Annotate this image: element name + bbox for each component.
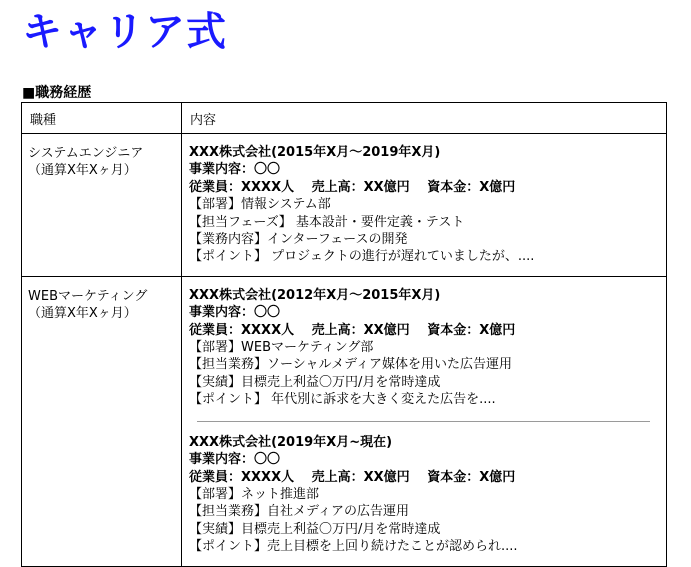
section-heading: ■職務経歴	[22, 85, 92, 101]
header-job-type: 職種	[22, 103, 182, 134]
job-content-cell	[182, 134, 667, 277]
job-type-name: システムエンジニア	[28, 146, 144, 161]
duties-line: 【担当業務】ソーシャルメディア媒体を用いた広告運用	[189, 357, 513, 373]
point-line: 【ポイント】 年代別に訴求を大きく変えた広告を....	[189, 392, 496, 408]
company-line: XXX株式会社(2019年X月~現在)	[189, 434, 393, 450]
company-stats-line: 従業員：XXXX人 売上高：XX億円 資本金：X億円	[189, 469, 516, 485]
phase-line: 【担当フェーズ】 基本設計・要件定義・テスト	[189, 214, 465, 230]
header-content: 内容	[182, 103, 667, 134]
job-content-cell	[182, 276, 667, 566]
job-entry	[189, 144, 658, 276]
company-stats-line: 従業員：XXXX人 売上高：XX億円 資本金：X億円	[189, 179, 516, 195]
duties-line: 【業務内容】インターフェースの開発	[189, 232, 408, 248]
achievement-line: 【実績】目標売上利益〇万円/月を常時達成	[189, 374, 441, 390]
job-entry	[189, 434, 658, 566]
job-type-cell	[22, 134, 182, 277]
achievement-line: 【実績】目標売上利益〇万円/月を常時達成	[189, 521, 441, 537]
department-line: 【部署】ネット推進部	[189, 486, 320, 502]
duties-line: 【担当業務】自社メディアの広告運用	[189, 504, 409, 520]
job-entry	[189, 287, 658, 419]
department-line: 【部署】WEBマーケティング部	[189, 340, 374, 356]
table-row	[22, 276, 667, 566]
company-line: XXX株式会社(2015年X月〜2019年X月)	[189, 145, 441, 160]
business-line: 事業内容：〇〇	[189, 452, 281, 468]
job-type-name: WEBマーケティング	[28, 288, 148, 304]
company-line: XXX株式会社(2012年X月〜2015年X月)	[189, 287, 441, 303]
business-line: 事業内容：〇〇	[189, 162, 281, 178]
table-header-row	[22, 103, 667, 134]
job-type-period: （通算X年Xヶ月）	[28, 163, 137, 178]
job-type-cell	[22, 276, 182, 566]
page-title: キャリア式	[22, 9, 227, 55]
point-line: 【ポイント】 プロジェクトの進行が遅れていましたが、....	[189, 249, 535, 265]
business-line: 事業内容：〇〇	[189, 305, 281, 321]
entry-divider	[197, 421, 650, 422]
point-line: 【ポイント】売上目標を上回り続けたことが認められ....	[189, 539, 518, 555]
department-line: 【部署】情報システム部	[189, 197, 331, 213]
company-stats-line: 従業員：XXXX人 売上高：XX億円 資本金：X億円	[189, 322, 516, 338]
table-row	[22, 134, 667, 277]
job-type-period: （通算X年Xヶ月）	[28, 305, 137, 321]
career-history-table	[21, 102, 667, 567]
